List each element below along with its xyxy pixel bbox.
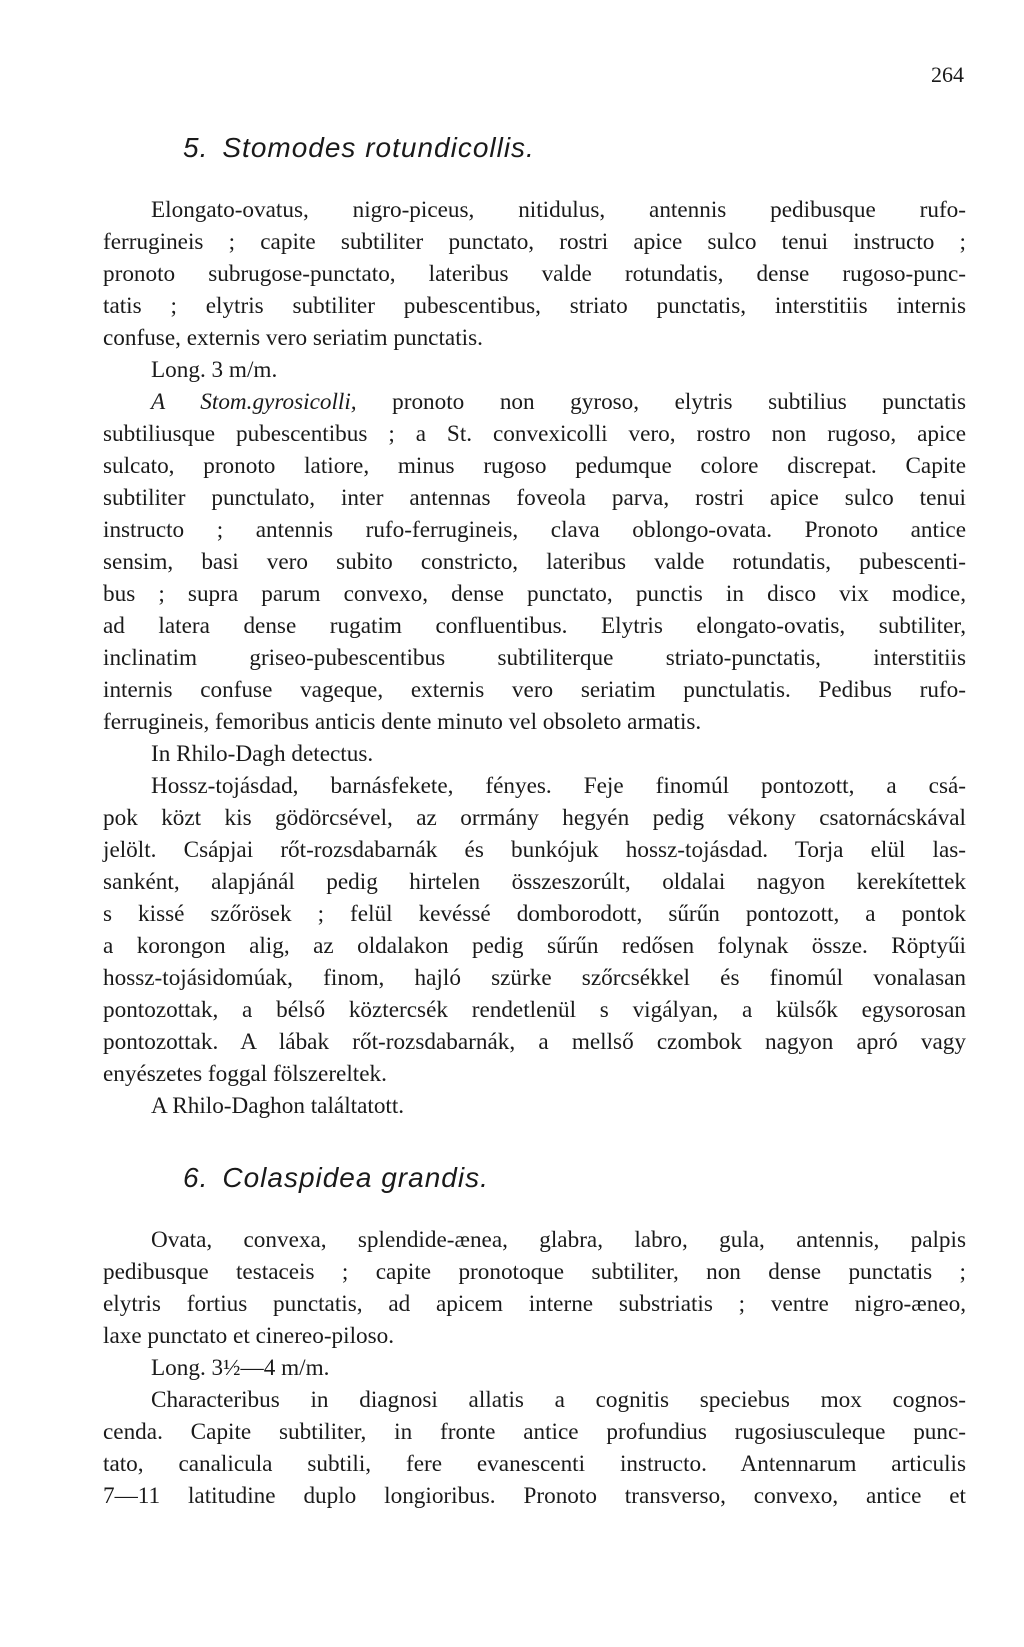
text-line: tatis ; elytris subtiliter pubescentibus, striato punctatis, interstitiis internis <box>103 293 966 319</box>
text-line: Ovata, convexa, splendide-æneа, glabra, labro, gula, antennis, palpis <box>151 1227 966 1253</box>
page-number: 264 <box>931 62 964 87</box>
section-5-length: Long. 3 m/m. <box>151 357 278 383</box>
text-line: tato, canalicula subtili, fere evanescenti instructo. Antennarum articulis <box>103 1451 966 1477</box>
text-line: internis confuse vageque, externis vero seriatim punctulatis. Pedibus rufo- <box>103 677 966 703</box>
text-line: ferrugineis ; capite subtiliter punctato, rostri apice sulco tenui instructo ; <box>103 229 966 255</box>
species-reference: A Stom.gyrosicolli, <box>151 389 357 415</box>
document-page <box>103 62 966 1512</box>
section-6-heading <box>183 1162 966 1194</box>
text-line: inclinatim griseo-pubescentibus subtiliterque striato-punctatis, interstitiis <box>103 645 966 671</box>
text-line: confuse, externis vero seriatim punctatis. <box>103 325 483 351</box>
text-line: bus ; supra parum convexo, dense punctato, punctis in disco vix modice, <box>103 581 966 607</box>
section-6-characteribus <box>103 1384 966 1512</box>
text-line: subtiliter punctulato, inter antennas foveola parva, rostri apice sulco tenui <box>103 485 966 511</box>
text-line: enyészetes foggal fölszereltek. <box>103 1061 387 1087</box>
section-6-diagnosis <box>103 1224 966 1352</box>
text-line: pronoto subrugose-punctato, lateribus valde rotundatis, dense rugoso-punc- <box>103 261 966 287</box>
text-line: s kissé szőrösek ; felül kevéssé domborodott, sűrűn pontozott, a pontok <box>103 901 966 927</box>
section-5-hungarian <box>103 770 966 1090</box>
section-5-heading <box>183 132 966 164</box>
section-5-locality: In Rhilo-Dagh detectus. <box>151 741 374 767</box>
section-6-length: Long. 3½—4 m/m. <box>151 1355 330 1381</box>
section-6-number: 6. <box>183 1162 209 1193</box>
text-line: Characteribus in diagnosi allatis a cognitis speciebus mox cognos- <box>151 1387 966 1413</box>
text-line: Hossz-tojásdad, barnásfekete, fényes. Feje finomúl pontozott, a csá- <box>151 773 966 799</box>
text-line: pontozottak. A lábak rőt-rozsdabarnák, a mellső czombok nagyon apró vagy <box>103 1029 966 1055</box>
text-line: sulcato, pronoto latiore, minus rugoso pedumque colore discrepat. Capite <box>103 453 966 479</box>
section-5-comparison <box>103 386 966 738</box>
section-5-diagnosis <box>103 194 966 354</box>
text-line: jelölt. Csápjai rőt-rozsdabarnák és bunkójuk hossz-tojásdad. Torja elül las- <box>103 837 966 863</box>
text-line: ad latera dense rugatim confluentibus. Elytris elongato-ovatis, subtiliter, <box>103 613 966 639</box>
text-line: sensim, basi vero subito constricto, lateribus valde rotundatis, pubescenti- <box>103 549 966 575</box>
text-line: hossz-tojásidomúak, finom, hajló szürke szőrcsékkel és finomúl vonalasan <box>103 965 966 991</box>
text-fragment: pronoto non gyroso, elytris subtilius punctatis <box>356 389 966 415</box>
text-line: sanként, alapjánál pedig hirtelen összeszorúlt, oldalai nagyon kerekítettek <box>103 869 966 895</box>
section-5-locality-hu: A Rhilo-Daghon találtatott. <box>151 1093 405 1119</box>
text-line: cenda. Capite subtiliter, in fronte antice profundius rugosiusculeque punc- <box>103 1419 966 1445</box>
section-5-title: Stomodes rotundicollis. <box>222 132 535 163</box>
text-line: Elongato-ovatus, nigro-piceus, nitidulus, antennis pedibusque rufo- <box>151 197 966 223</box>
text-line: pedibusque testaceis ; capite pronotoque subtiliter, non dense punctatis ; <box>103 1259 966 1285</box>
section-6-title: Colaspidea grandis. <box>222 1162 489 1193</box>
text-line: ferrugineis, femoribus anticis dente minuto vel obsoleto armatis. <box>103 709 702 735</box>
text-line: elytris fortius punctatis, ad apicem interne substriatis ; ventre nigro-æneo, <box>103 1291 966 1317</box>
text-line: laxe punctato et cinereo-piloso. <box>103 1323 395 1349</box>
text-line <box>103 386 966 418</box>
text-line: pontozottak, a bélső köztercsék rendetlenül s vigályan, a külsők egysorosan <box>103 997 966 1023</box>
text-line: 7—11 latitudine duplo longioribus. Pronoto transverso, convexo, antice et <box>103 1483 966 1509</box>
text-line: subtiliusque pubescentibus ; a St. convexicolli vero, rostro non rugoso, apice <box>103 421 966 447</box>
text-line: instructo ; antennis rufo-ferrugineis, clava oblongo-ovata. Pronoto antice <box>103 517 966 543</box>
text-line: a korongon alig, az oldalakon pedig sűrűn redősen folynak össze. Röptyűi <box>103 933 966 959</box>
text-line: pok közt kis gödörcsével, az orrmány hegyén pedig vékony csatornácskával <box>103 805 966 831</box>
section-5-number: 5. <box>183 132 209 163</box>
